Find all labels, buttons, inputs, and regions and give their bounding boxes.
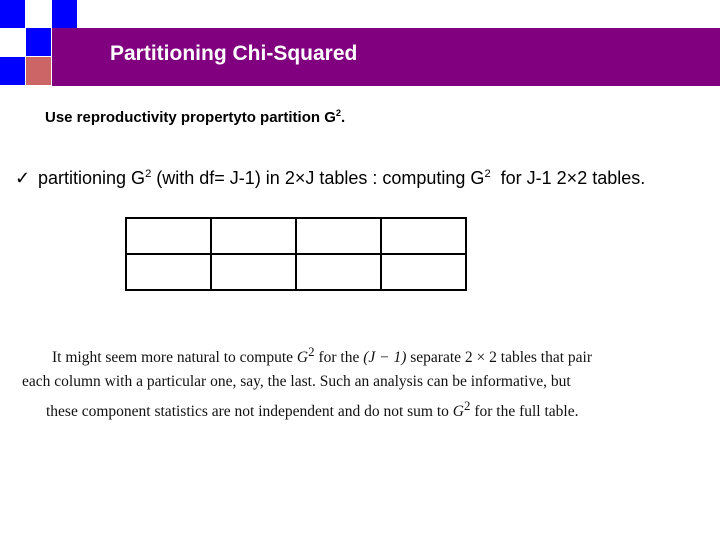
grid-cell	[296, 218, 381, 254]
grid-cell	[126, 218, 211, 254]
math-superscript: 2	[464, 398, 471, 414]
corner-square-blue	[52, 0, 77, 28]
grid-row	[126, 254, 466, 290]
subtitle-tail: .	[341, 109, 346, 126]
grid-cell	[381, 254, 466, 290]
subtitle	[45, 108, 345, 126]
math-symbol: G	[296, 349, 309, 367]
grid-cell	[296, 254, 381, 290]
excerpt-text: these component statistics are not independent and do not sum to	[46, 403, 453, 421]
bullet-part: for J-1 2×2 tables.	[490, 168, 646, 188]
corner-square-blue	[0, 0, 25, 28]
excerpt-text: It might seem more natural to compute	[52, 349, 297, 367]
excerpt-text: for the full table.	[470, 403, 579, 421]
bullet-superscript: 2	[484, 168, 491, 180]
quoted-excerpt	[22, 340, 662, 424]
subtitle-superscript: 2	[335, 108, 342, 118]
excerpt-line	[22, 340, 662, 370]
check-icon: ✓	[15, 168, 31, 188]
corner-square-red	[26, 57, 51, 85]
math-superscript: 2	[308, 344, 315, 359]
corner-square-blue	[26, 28, 51, 56]
grid-cell	[126, 254, 211, 290]
bullet-part: (with df= J-1) in 2×J tables : computing G	[151, 168, 485, 188]
excerpt-text: for the	[314, 349, 364, 367]
grid-cell	[211, 218, 296, 254]
bullet-text	[38, 168, 645, 189]
slide-title: Partitioning Chi-Squared	[110, 42, 358, 65]
math-symbol: G	[452, 403, 464, 421]
corner-square-blue	[0, 57, 25, 85]
grid-cell	[381, 218, 466, 254]
subtitle-text: Use reproductivity propertyto partition G	[45, 109, 336, 126]
excerpt-text: separate 2 × 2 tables that pair	[406, 349, 593, 367]
grid-row	[126, 218, 466, 254]
bullet-part: partitioning G	[38, 168, 146, 188]
bullet-superscript: 2	[145, 168, 152, 180]
grid-cell	[211, 254, 296, 290]
partition-grid	[125, 217, 467, 291]
excerpt-line	[22, 394, 662, 424]
math-expression: (J − 1)	[363, 349, 407, 367]
excerpt-line: each column with a particular one, say, the last. Such an analysis can be informative, but	[22, 373, 571, 391]
